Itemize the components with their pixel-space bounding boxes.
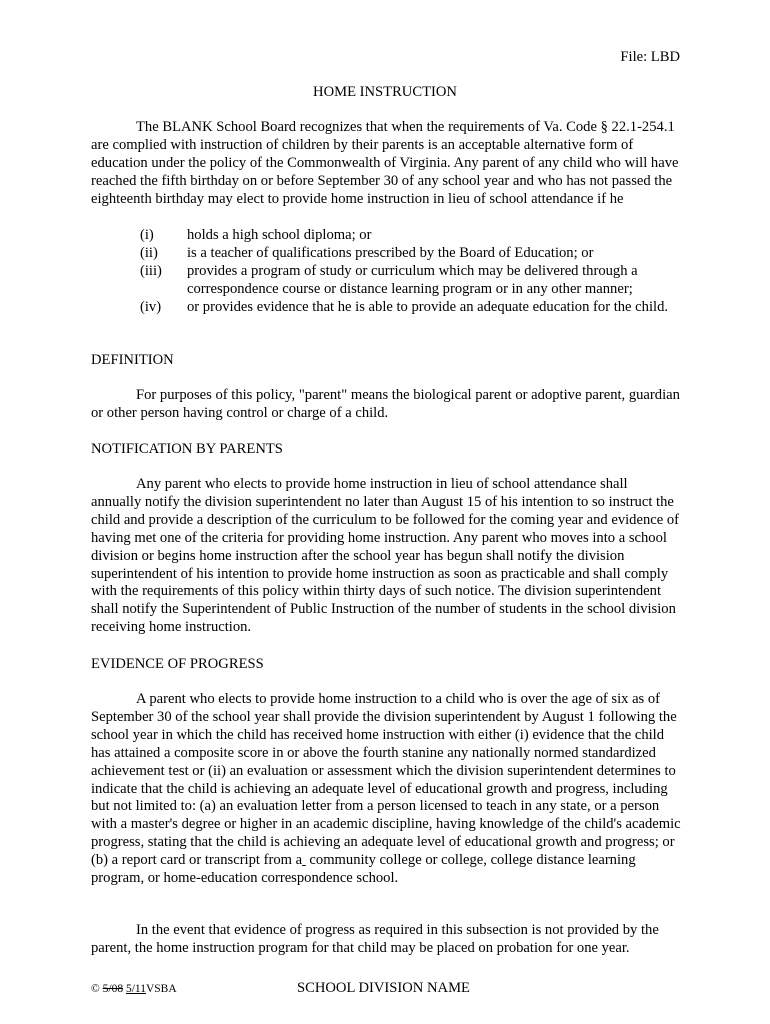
evidence-paragraph-end: community college or college, college distance learning program, or home-education correspondence school.: [91, 852, 636, 887]
definition-paragraph: For purposes of this policy, "parent" means the biological parent or adoptive parent, guardian or other person having control or charge of a child.: [91, 387, 680, 421]
notification-heading: NOTIFICATION BY PARENTS: [91, 441, 283, 457]
page-title: HOME INSTRUCTION: [313, 84, 457, 100]
copyright-symbol: ©: [91, 983, 100, 995]
list-item-number: (iv): [140, 298, 162, 315]
footer-revision: [91, 982, 177, 996]
list-item-text: is a teacher of qualifications prescribed by the Board of Education; or: [187, 244, 594, 261]
old-revision-date: 5/08: [102, 983, 124, 995]
list-item-text: provides a program of study or curriculum which may be delivered through a correspondence course or distance learning program or in any other manner;: [187, 262, 638, 297]
list-item: [140, 245, 680, 263]
evidence-paragraph: [91, 691, 681, 888]
list-item: [140, 227, 680, 245]
list-item-number: (ii): [140, 244, 158, 261]
intro-paragraph: The BLANK School Board recognizes that when the requirements of Va. Code § 22.1-254.1 are complied with instruction of children by their parents is an acceptable alternative form of education under the policy of the Commonwealth of Virginia. Any parent of any child who will have reached the fifth birthday on or before September 30 of any school year and who has not passed the eighteenth birthday may elect to provide home instruction in lieu of school attendance if he: [91, 119, 679, 207]
underlined-space: [302, 852, 306, 868]
new-revision-date: 5/11: [125, 983, 146, 995]
evidence-paragraph-text: A parent who elects to provide home instruction to a child who is over the age of six as of September 30 of the school year shall provide the division superintendent by August 1 following the school year in which the child has received home instruction with either (i) evidence that the child has attained a composite score in or above the fourth stanine any nationally normed standardized achievement test or (ii) an evaluation or assessment which the division superintendent determines to indicate that the child is achieving an adequate level of educational growth and progress, including but not limited to: (a) an evaluation letter from a person licensed to teach in any state, or a person with a master's degree or higher in an academic discipline, having knowledge of the child's academic progress, stating that the child is achieving an adequate level of educational growth and progress; or (b) a report card or transcript from a: [91, 691, 681, 869]
notification-paragraph: Any parent who elects to provide home instruction in lieu of school attendance shall annually notify the division superintendent no later than August 15 of his intention to so instruct the child and provide a description of the curriculum to be followed for the coming year and evidence of having met one of the criteria for providing home instruction. Any parent who moves into a school division or begins home instruction after the school year has begun shall notify the division superintendent of his intention to provide home instruction as soon as practicable and shall comply with the requirements of this policy within thirty days of such notice. The division superintendent shall notify the Superintendent of Public Instruction of the number of students in the school division receiving home instruction.: [91, 476, 680, 636]
criteria-list: [140, 227, 680, 317]
list-item-number: (iii): [140, 262, 162, 279]
definition-heading: DEFINITION: [91, 352, 174, 368]
footer-division-name: SCHOOL DIVISION NAME: [297, 980, 470, 996]
list-item-text: holds a high school diploma; or: [187, 227, 372, 243]
list-item-number: (i): [140, 227, 154, 243]
file-label: File: LBD: [620, 49, 680, 65]
evidence-heading: EVIDENCE OF PROGRESS: [91, 656, 264, 672]
list-item: [140, 299, 680, 317]
probation-paragraph: In the event that evidence of progress as required in this subsection is not provided by the parent, the home instruction program for that child may be placed on probation for one year.: [91, 922, 659, 956]
footer-org: VSBA: [145, 983, 177, 995]
list-item: [140, 263, 680, 299]
list-item-text: or provides evidence that he is able to provide an adequate education for the child.: [187, 298, 669, 315]
